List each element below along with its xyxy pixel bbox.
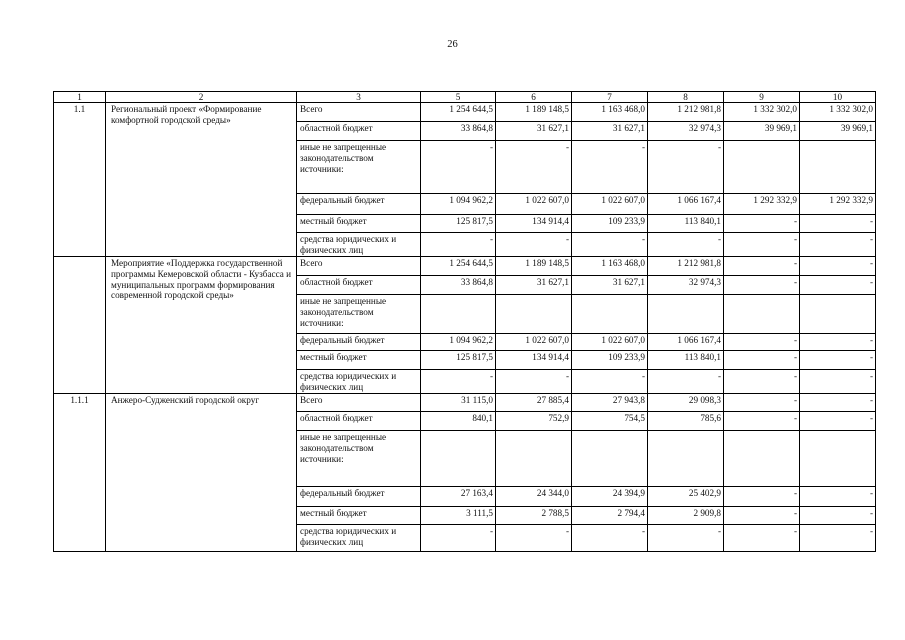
funding-source: иные не запрещенные законодательством источники:: [297, 141, 421, 194]
header-cell: 2: [106, 92, 297, 103]
value-cell: 113 840,1: [648, 215, 724, 233]
table-row: [54, 257, 876, 276]
funding-source: Всего: [297, 257, 421, 276]
value-cell: 1 332 302,0: [724, 103, 800, 122]
value-cell: [572, 431, 648, 487]
value-cell: 754,5: [572, 412, 648, 431]
value-cell: -: [724, 370, 800, 394]
funding-source: местный бюджет: [297, 351, 421, 370]
value-cell: -: [648, 370, 724, 394]
item-name: Анжеро-Судженский городской округ: [106, 394, 297, 552]
header-cell: 10: [800, 92, 876, 103]
item-code: 1.1: [54, 103, 106, 257]
value-cell: 125 817,5: [421, 215, 496, 233]
value-cell: 134 914,4: [496, 351, 572, 370]
value-cell: -: [421, 233, 496, 257]
value-cell: -: [421, 370, 496, 394]
value-cell: 27 163,4: [421, 487, 496, 507]
header-cell: 7: [572, 92, 648, 103]
value-cell: 1 189 148,5: [496, 103, 572, 122]
value-cell: -: [421, 141, 496, 194]
table-body: [54, 92, 876, 552]
header-cell: 1: [54, 92, 106, 103]
header-row: [54, 92, 876, 103]
value-cell: -: [800, 487, 876, 507]
value-cell: 1 094 962,2: [421, 334, 496, 351]
value-cell: -: [800, 215, 876, 233]
value-cell: 31 627,1: [496, 276, 572, 295]
value-cell: -: [800, 370, 876, 394]
value-cell: 1 066 167,4: [648, 334, 724, 351]
value-cell: 32 974,3: [648, 276, 724, 295]
value-cell: 785,6: [648, 412, 724, 431]
header-cell: 5: [421, 92, 496, 103]
value-cell: 32 974,3: [648, 122, 724, 141]
funding-source: областной бюджет: [297, 412, 421, 431]
value-cell: -: [496, 525, 572, 552]
funding-source: местный бюджет: [297, 507, 421, 525]
value-cell: 1 292 332,9: [800, 194, 876, 215]
value-cell: [724, 141, 800, 194]
value-cell: 31 115,0: [421, 394, 496, 412]
value-cell: 752,9: [496, 412, 572, 431]
value-cell: [496, 295, 572, 334]
value-cell: 31 627,1: [572, 276, 648, 295]
value-cell: [421, 431, 496, 487]
value-cell: 1 254 644,5: [421, 257, 496, 276]
value-cell: 27 943,8: [572, 394, 648, 412]
value-cell: 2 788,5: [496, 507, 572, 525]
value-cell: -: [724, 412, 800, 431]
value-cell: 1 212 981,8: [648, 103, 724, 122]
value-cell: [724, 431, 800, 487]
value-cell: -: [724, 215, 800, 233]
funding-source: средства юридических и физических лиц: [297, 525, 421, 552]
value-cell: 1 254 644,5: [421, 103, 496, 122]
value-cell: 840,1: [421, 412, 496, 431]
value-cell: 109 233,9: [572, 351, 648, 370]
item-code: 1.1.1: [54, 394, 106, 552]
table-row: [54, 103, 876, 122]
value-cell: 39 969,1: [800, 122, 876, 141]
value-cell: 1 066 167,4: [648, 194, 724, 215]
value-cell: -: [724, 334, 800, 351]
value-cell: -: [724, 507, 800, 525]
value-cell: -: [724, 257, 800, 276]
value-cell: -: [724, 276, 800, 295]
value-cell: 1 022 607,0: [496, 334, 572, 351]
value-cell: -: [800, 412, 876, 431]
value-cell: 1 094 962,2: [421, 194, 496, 215]
value-cell: -: [724, 233, 800, 257]
value-cell: [648, 431, 724, 487]
value-cell: -: [496, 370, 572, 394]
funding-source: федеральный бюджет: [297, 334, 421, 351]
funding-source: иные не запрещенные законодательством источники:: [297, 431, 421, 487]
value-cell: 3 111,5: [421, 507, 496, 525]
value-cell: -: [724, 351, 800, 370]
value-cell: -: [800, 276, 876, 295]
value-cell: 109 233,9: [572, 215, 648, 233]
value-cell: -: [496, 141, 572, 194]
value-cell: -: [800, 351, 876, 370]
value-cell: 1 163 468,0: [572, 103, 648, 122]
value-cell: 25 402,9: [648, 487, 724, 507]
value-cell: -: [572, 233, 648, 257]
value-cell: -: [800, 394, 876, 412]
page-number: 26: [447, 39, 458, 50]
value-cell: [421, 295, 496, 334]
value-cell: -: [572, 525, 648, 552]
value-cell: [800, 295, 876, 334]
item-code: [54, 257, 106, 394]
value-cell: [800, 431, 876, 487]
value-cell: -: [648, 141, 724, 194]
value-cell: 1 163 468,0: [572, 257, 648, 276]
funding-source: средства юридических и физических лиц: [297, 233, 421, 257]
funding-source: областной бюджет: [297, 276, 421, 295]
value-cell: -: [421, 525, 496, 552]
value-cell: -: [496, 233, 572, 257]
value-cell: 1 022 607,0: [572, 194, 648, 215]
header-cell: 6: [496, 92, 572, 103]
value-cell: 1 189 148,5: [496, 257, 572, 276]
value-cell: 113 840,1: [648, 351, 724, 370]
funding-source: местный бюджет: [297, 215, 421, 233]
value-cell: 31 627,1: [496, 122, 572, 141]
header-cell: 8: [648, 92, 724, 103]
value-cell: 29 098,3: [648, 394, 724, 412]
value-cell: -: [800, 233, 876, 257]
value-cell: [572, 295, 648, 334]
value-cell: 1 212 981,8: [648, 257, 724, 276]
funding-source: Всего: [297, 394, 421, 412]
header-cell: 3: [297, 92, 421, 103]
value-cell: -: [800, 334, 876, 351]
value-cell: [648, 295, 724, 334]
value-cell: -: [724, 487, 800, 507]
value-cell: -: [800, 525, 876, 552]
value-cell: -: [648, 233, 724, 257]
funding-source: федеральный бюджет: [297, 487, 421, 507]
table-row: [54, 394, 876, 412]
value-cell: 24 344,0: [496, 487, 572, 507]
value-cell: -: [724, 394, 800, 412]
value-cell: 1 022 607,0: [572, 334, 648, 351]
value-cell: [724, 295, 800, 334]
value-cell: -: [572, 370, 648, 394]
item-name: Региональный проект «Формирование комфортной городской среды»: [106, 103, 297, 257]
funding-source: Всего: [297, 103, 421, 122]
value-cell: 1 022 607,0: [496, 194, 572, 215]
item-name: Мероприятие «Поддержка государственной программы Кемеровской области - Кузбасса и муниципальных программ формирования современной городской среды»: [106, 257, 297, 394]
value-cell: 33 864,8: [421, 122, 496, 141]
value-cell: 33 864,8: [421, 276, 496, 295]
value-cell: [800, 141, 876, 194]
value-cell: 2 794,4: [572, 507, 648, 525]
value-cell: 24 394,9: [572, 487, 648, 507]
value-cell: 31 627,1: [572, 122, 648, 141]
value-cell: 2 909,8: [648, 507, 724, 525]
value-cell: -: [724, 525, 800, 552]
value-cell: [496, 431, 572, 487]
value-cell: -: [800, 257, 876, 276]
funding-source: средства юридических и физических лиц: [297, 370, 421, 394]
value-cell: 134 914,4: [496, 215, 572, 233]
value-cell: 1 332 302,0: [800, 103, 876, 122]
funding-source: федеральный бюджет: [297, 194, 421, 215]
value-cell: -: [800, 507, 876, 525]
value-cell: 27 885,4: [496, 394, 572, 412]
funding-source: областной бюджет: [297, 122, 421, 141]
value-cell: 1 292 332,9: [724, 194, 800, 215]
value-cell: -: [572, 141, 648, 194]
value-cell: 39 969,1: [724, 122, 800, 141]
header-cell: 9: [724, 92, 800, 103]
value-cell: 125 817,5: [421, 351, 496, 370]
funding-source: иные не запрещенные законодательством источники:: [297, 295, 421, 334]
budget-table: [53, 91, 876, 552]
value-cell: -: [648, 525, 724, 552]
